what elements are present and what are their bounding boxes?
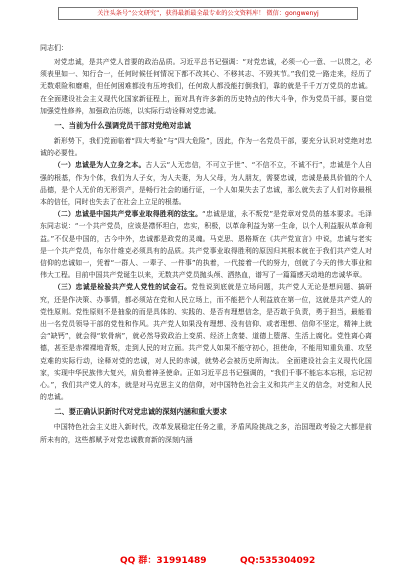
section-heading: 二、要正确认识新时代对党忠诚的深刻内涵和重大要求	[54, 407, 227, 417]
footer-contact	[0, 553, 408, 569]
body-paragraph	[40, 159, 372, 208]
promo-banner: 关注头条号“公文研究”，获得最新最全最专业的公文资料库！ 微信：gongwenyj	[58, 7, 358, 20]
paragraph-text: 古人云“人无忠信，不可立于世”、“不信不立，不诚不行”，忠诚是个人自强的根基，作为个体，我们为人子女，为人夫妻，为人父母，为人朋友，需要忠诚，忠诚是最具价值的个人品德，是个人无价的无形资产，是畅行社会的通行证，一个人如果失去了忠诚，那么就失去了人们对你最根本的信任，同时也失去了在社会上立足的根基。	[40, 161, 372, 207]
body-paragraph	[40, 281, 372, 403]
document-body	[40, 56, 372, 446]
body-paragraph: 新形势下，我们党面临着“四大考验”与“四大危险”，因此，作为一名党员干部，要充分认识对党绝对忠诚的必要性。	[40, 137, 372, 158]
body-paragraph: 中国特色社会主义进入新时代，改革发展稳定任务之重，矛盾风险挑战之多，治国理政考验之大都是前所未有的，这些都赋予对党忠诚教育新的深刻内涵	[40, 423, 372, 444]
paragraph-lead: （一）忠诚是为人立身之本。	[53, 161, 146, 170]
paragraph-text: 党性说到底就是立场问题，共产党人无论是想问题、搞研究，还是作决策、办事情，都必须站在党和人民立场上，而不能把个人利益放在第一位，这就是共产党人的党性原则。党性原则不是抽象的而是具体的、实践的、是否有理想信念，是否敢于负责，勇于担当，最能看出一名党员领导干部的党性和作风。共产党人如果没有理想、没有信仰、或者理想、信仰不坚定，精神上就会“缺钙”，就会得“软骨病”，就必然导致政治上变质、经济上贪婪、道德上堕落、生活上腐化。党性离心离德，甚至是赤裸裸地背叛，走到人民的对立面。共产党人如果不能守初心，担使命，不能用知重负重、攻坚克难的实际行动，诠释对党的忠诚，对人民的赤诚，就势必会被历史所淘汰。 全面建设社会主义现代化国家，实现中华民族伟大复兴，肩负着神圣使命。正如习近平总书记强调的，“我们千事不能忘本忘根，忘记初心。”，我们共产党人的本，就是对马克思主义的信仰，对中国特色社会主义和共产主义的信念，对党和人民的忠诚。	[40, 283, 372, 402]
paragraph-lead: （二）忠诚是中国共产党事业取得胜利的法宝。	[53, 210, 203, 219]
paragraph-text: “忠诚是道，永不叛党”是党章对党员的基本要求。毛泽东同志说：“一个共产党员，应该是襟怀坦白，忠实，积极，以革命利益为第一生命，以个人利益服从革命利益。”不仅是中国的，古今中外，忠诚都是政党的灵魂。马克思、恩格斯在《共产党宣言》中说，忠诚与老实是一个共产党员，布尔什维克必须具有的品质。共产党事业取得胜利的原因归其根本就在于我们共产党人对信仰的忠诚如一，凭着“一群人、一辈子、一件事”的执着，一代接着一代的努力，创就了今天的伟大事业和伟大工程。目前中国共产党诞生以来，无数共产党员抛头颅、洒热血，谱写了一篇篇感天动地的忠诚华章。	[40, 210, 372, 280]
qq-group-number: QQ 群：31991489	[120, 556, 207, 566]
section-heading: 一、当前为什么强调党员干部对党绝对忠诚	[54, 121, 191, 131]
body-paragraph: 对党忠诚，是共产党人首要的政治品质。习近平总书记强调：“对党忠诚，必须一心一意、一以贯之，必须表里如一、知行合一，任何时候任何情况下都不改其心、不移其志、不毁其节。”我们党一路走来，经历了无数艰险和磨难，但任何困难都没有压垮我们，任何敌人都没能打倒我们，靠的就是千千万万党员的忠诚。在全面建设社会主义现代化国家新征程上，面对具有许多新的历史特点的伟大斗争，作为党员干部，要自觉加强党性修养，加强政治历练，以实际行动诠释对党忠诚。	[40, 58, 372, 115]
salutation: 同志们：	[40, 44, 68, 52]
body-paragraph	[40, 208, 372, 281]
paragraph-lead: （三）忠诚是检验共产党人党性的试金石。	[53, 283, 192, 292]
qq-number: QQ:535304092	[240, 556, 316, 566]
